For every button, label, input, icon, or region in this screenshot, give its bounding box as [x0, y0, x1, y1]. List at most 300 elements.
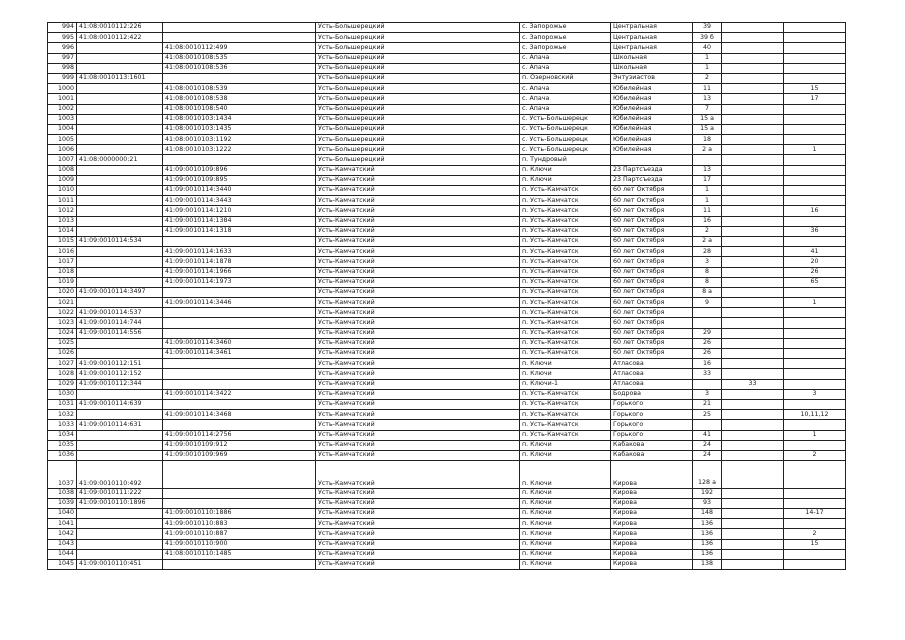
building-cell [722, 498, 784, 508]
row-number-cell: 999 [48, 73, 77, 83]
district-cell: Усть-Большерецкий [316, 33, 520, 43]
row-number-cell: 1000 [48, 84, 77, 94]
row-number-cell: 1005 [48, 135, 77, 145]
cadastral-number-cell [77, 267, 163, 277]
settlement-cell: п. Ключи [520, 549, 611, 559]
settlement-cell: с. Апача [520, 53, 611, 63]
building-cell [722, 63, 784, 73]
apartment-cell [784, 236, 846, 246]
house-cell: 9 [693, 298, 722, 308]
table-row [48, 298, 846, 308]
settlement-cell: п. Усть-Камчатск [520, 430, 611, 440]
cadastral-number-alt-cell [163, 488, 316, 498]
street-cell: Кирова [611, 529, 693, 539]
street-cell: Юбилейная [611, 114, 693, 124]
cadastral-number-cell [77, 349, 163, 359]
house-cell: 136 [693, 519, 722, 529]
house-cell: 26 [693, 349, 722, 359]
table-row [48, 135, 846, 145]
apartment-cell: 2 [784, 450, 846, 460]
district-cell: Усть-Камчатский [316, 165, 520, 175]
district-cell: Усть-Камчатский [316, 420, 520, 430]
street-cell: Кирова [611, 559, 693, 569]
row-number-cell: 1010 [48, 186, 77, 196]
cadastral-number-cell: 41:09:0010114:631 [77, 420, 163, 430]
building-cell [722, 338, 784, 348]
cadastral-number-alt-cell [163, 399, 316, 409]
apartment-cell: 26 [784, 267, 846, 277]
cadastral-number-cell: 41:09:0010114:556 [77, 328, 163, 338]
settlement-cell: п. Ключи [520, 488, 611, 498]
apartment-cell: 65 [784, 277, 846, 287]
building-cell [722, 124, 784, 134]
building-cell [722, 559, 784, 569]
table-row [48, 399, 846, 409]
house-cell: 136 [693, 529, 722, 539]
cadastral-number-alt-cell: 41:09:0010114:1633 [163, 247, 316, 257]
street-cell: 60 лет Октября [611, 257, 693, 267]
house-cell: 128 а [693, 461, 722, 489]
table-row [48, 23, 846, 33]
street-cell: 60 лет Октября [611, 318, 693, 328]
cadastral-number-alt-cell [163, 236, 316, 246]
cadastral-number-cell: 41:09:0010112:152 [77, 369, 163, 379]
cadastral-number-alt-cell [163, 318, 316, 328]
table-row [48, 53, 846, 63]
building-cell [722, 349, 784, 359]
cadastral-number-cell [77, 450, 163, 460]
street-cell: 60 лет Октября [611, 226, 693, 236]
house-cell: 25 [693, 410, 722, 420]
cadastral-number-cell [77, 53, 163, 63]
district-cell: Усть-Камчатский [316, 359, 520, 369]
row-number-cell: 1017 [48, 257, 77, 267]
house-cell: 192 [693, 488, 722, 498]
cadastral-number-cell [77, 114, 163, 124]
district-cell: Усть-Камчатский [316, 226, 520, 236]
street-cell: Кирова [611, 539, 693, 549]
street-cell: Горького [611, 399, 693, 409]
row-number-cell: 1007 [48, 155, 77, 165]
row-number-cell: 1033 [48, 420, 77, 430]
cadastral-number-cell: 41:09:0010112:344 [77, 379, 163, 389]
apartment-cell: 1 [784, 145, 846, 155]
building-cell [722, 539, 784, 549]
table-row [48, 338, 846, 348]
building-cell [722, 389, 784, 399]
building-cell [722, 114, 784, 124]
row-number-cell: 1026 [48, 349, 77, 359]
settlement-cell: с. Апача [520, 63, 611, 73]
street-cell: Кирова [611, 519, 693, 529]
cadastral-number-cell [77, 440, 163, 450]
apartment-cell: 15 [784, 84, 846, 94]
cadastral-number-cell [77, 226, 163, 236]
house-cell: 8 а [693, 287, 722, 297]
district-cell: Усть-Камчатский [316, 519, 520, 529]
cadastral-number-cell: 41:09:0010114:534 [77, 236, 163, 246]
district-cell: Усть-Камчатский [316, 308, 520, 318]
cadastral-number-cell [77, 175, 163, 185]
district-cell: Усть-Камчатский [316, 206, 520, 216]
apartment-cell [784, 165, 846, 175]
house-cell: 11 [693, 84, 722, 94]
settlement-cell: п. Ключи [520, 450, 611, 460]
row-number-cell: 1038 [48, 488, 77, 498]
cadastral-number-alt-cell: 41:09:0010114:3468 [163, 410, 316, 420]
building-cell [722, 461, 784, 489]
cadastral-number-alt-cell: 41:09:0010110:1886 [163, 509, 316, 519]
table-row [48, 226, 846, 236]
cadastral-number-alt-cell [163, 23, 316, 33]
building-cell [722, 430, 784, 440]
row-number-cell: 1023 [48, 318, 77, 328]
street-cell: Энтузиастов [611, 73, 693, 83]
table-row [48, 206, 846, 216]
settlement-cell: п. Ключи [520, 461, 611, 489]
table-row [48, 308, 846, 318]
property-register-table [47, 22, 846, 570]
table-row [48, 73, 846, 83]
table-row [48, 529, 846, 539]
settlement-cell: п. Ключи [520, 519, 611, 529]
settlement-cell: с. Апача [520, 104, 611, 114]
building-cell [722, 84, 784, 94]
settlement-cell: п. Ключи [520, 359, 611, 369]
row-number-cell: 1019 [48, 277, 77, 287]
district-cell: Усть-Камчатский [316, 399, 520, 409]
building-cell [722, 73, 784, 83]
cadastral-number-alt-cell [163, 73, 316, 83]
street-cell: Центральная [611, 33, 693, 43]
district-cell: Усть-Камчатский [316, 186, 520, 196]
row-number-cell: 1008 [48, 165, 77, 175]
cadastral-number-cell [77, 247, 163, 257]
row-number-cell: 1040 [48, 509, 77, 519]
building-cell [722, 549, 784, 559]
district-cell: Усть-Камчатский [316, 247, 520, 257]
cadastral-number-cell [77, 529, 163, 539]
house-cell: 33 [693, 369, 722, 379]
district-cell: Усть-Камчатский [316, 175, 520, 185]
cadastral-number-cell: 41:08:0000000:21 [77, 155, 163, 165]
apartment-cell [784, 399, 846, 409]
apartment-cell [784, 359, 846, 369]
house-cell: 2 а [693, 236, 722, 246]
cadastral-number-alt-cell: 41:09:0010114:1384 [163, 216, 316, 226]
settlement-cell: п. Усть-Камчатск [520, 298, 611, 308]
district-cell: Усть-Камчатский [316, 559, 520, 569]
settlement-cell: с. Запорожье [520, 43, 611, 53]
cadastral-number-alt-cell [163, 155, 316, 165]
district-cell: Усть-Камчатский [316, 539, 520, 549]
cadastral-number-alt-cell: 41:08:0010108:535 [163, 53, 316, 63]
apartment-cell: 17 [784, 94, 846, 104]
settlement-cell: с. Усть-Большерецк [520, 124, 611, 134]
street-cell: 60 лет Октября [611, 287, 693, 297]
cadastral-number-cell [77, 410, 163, 420]
row-number-cell: 1009 [48, 175, 77, 185]
district-cell: Усть-Большерецкий [316, 124, 520, 134]
district-cell: Усть-Камчатский [316, 498, 520, 508]
cadastral-number-alt-cell: 41:08:0010103:1192 [163, 135, 316, 145]
cadastral-number-cell [77, 519, 163, 529]
apartment-cell [784, 488, 846, 498]
settlement-cell: п. Усть-Камчатск [520, 389, 611, 399]
cadastral-number-alt-cell: 41:09:0010109:896 [163, 165, 316, 175]
table-row [48, 328, 846, 338]
district-cell: Усть-Камчатский [316, 430, 520, 440]
street-cell: 23 Партсъезда [611, 175, 693, 185]
cadastral-number-cell: 41:09:0010114:744 [77, 318, 163, 328]
table-row [48, 559, 846, 569]
house-cell: 136 [693, 549, 722, 559]
table-row [48, 430, 846, 440]
house-cell: 39 б [693, 33, 722, 43]
district-cell: Усть-Камчатский [316, 549, 520, 559]
settlement-cell: с. Запорожье [520, 23, 611, 33]
cadastral-number-cell [77, 63, 163, 73]
row-number-cell: 1035 [48, 440, 77, 450]
building-cell [722, 257, 784, 267]
cadastral-number-alt-cell: 41:09:0010114:3440 [163, 186, 316, 196]
row-number-cell: 1001 [48, 94, 77, 104]
row-number-cell: 1012 [48, 206, 77, 216]
district-cell: Усть-Камчатский [316, 318, 520, 328]
settlement-cell: п. Усть-Камчатск [520, 277, 611, 287]
row-number-cell: 1014 [48, 226, 77, 236]
row-number-cell: 1030 [48, 389, 77, 399]
cadastral-number-alt-cell: 41:09:0010109:895 [163, 175, 316, 185]
building-cell [722, 104, 784, 114]
house-cell: 1 [693, 196, 722, 206]
cadastral-number-alt-cell [163, 359, 316, 369]
cadastral-number-alt-cell: 41:08:0010108:540 [163, 104, 316, 114]
apartment-cell [784, 308, 846, 318]
house-cell: 13 [693, 94, 722, 104]
street-cell: 60 лет Октября [611, 196, 693, 206]
house-cell [693, 155, 722, 165]
settlement-cell: п. Тундровый [520, 155, 611, 165]
district-cell: Усть-Камчатский [316, 267, 520, 277]
building-cell [722, 450, 784, 460]
apartment-cell: 1 [784, 298, 846, 308]
street-cell: 60 лет Октября [611, 216, 693, 226]
district-cell: Усть-Камчатский [316, 257, 520, 267]
apartment-cell [784, 328, 846, 338]
cadastral-number-cell [77, 43, 163, 53]
building-cell [722, 369, 784, 379]
settlement-cell: п. Усть-Камчатск [520, 247, 611, 257]
cadastral-number-cell [77, 84, 163, 94]
house-cell: 2 а [693, 145, 722, 155]
settlement-cell: с. Усть-Большерецк [520, 145, 611, 155]
apartment-cell: 20 [784, 257, 846, 267]
settlement-cell: п. Озерновский [520, 73, 611, 83]
street-cell: 23 Партсъезда [611, 165, 693, 175]
settlement-cell: п. Ключи [520, 539, 611, 549]
building-cell [722, 509, 784, 519]
house-cell: 17 [693, 175, 722, 185]
street-cell: Юбилейная [611, 145, 693, 155]
building-cell [722, 165, 784, 175]
street-cell: 60 лет Октября [611, 247, 693, 257]
street-cell: Юбилейная [611, 84, 693, 94]
cadastral-number-cell: 41:09:0010110:492 [77, 461, 163, 489]
cadastral-number-alt-cell [163, 33, 316, 43]
house-cell: 8 [693, 267, 722, 277]
table-row [48, 94, 846, 104]
table-row [48, 420, 846, 430]
house-cell: 16 [693, 216, 722, 226]
settlement-cell: п. Усть-Камчатск [520, 349, 611, 359]
row-number-cell: 1043 [48, 539, 77, 549]
cadastral-number-cell: 41:09:0010114:639 [77, 399, 163, 409]
building-cell [722, 236, 784, 246]
settlement-cell: с. Апача [520, 94, 611, 104]
table-row [48, 318, 846, 328]
cadastral-number-cell [77, 509, 163, 519]
table-row [48, 277, 846, 287]
cadastral-number-alt-cell: 41:09:0010114:1973 [163, 277, 316, 287]
row-number-cell: 1041 [48, 519, 77, 529]
cadastral-number-cell: 41:08:0010112:422 [77, 33, 163, 43]
district-cell: Усть-Камчатский [316, 440, 520, 450]
apartment-cell [784, 420, 846, 430]
street-cell: Атласова [611, 369, 693, 379]
row-number-cell: 1013 [48, 216, 77, 226]
settlement-cell: п. Усть-Камчатск [520, 410, 611, 420]
table-row [48, 186, 846, 196]
building-cell [722, 298, 784, 308]
house-cell: 15 а [693, 124, 722, 134]
settlement-cell: п. Усть-Камчатск [520, 420, 611, 430]
cadastral-number-alt-cell [163, 559, 316, 569]
settlement-cell: с. Запорожье [520, 33, 611, 43]
apartment-cell [784, 33, 846, 43]
cadastral-number-alt-cell: 41:09:0010109:969 [163, 450, 316, 460]
cadastral-number-alt-cell: 41:08:0010112:499 [163, 43, 316, 53]
settlement-cell: п. Ключи [520, 509, 611, 519]
table-row [48, 216, 846, 226]
street-cell: Центральная [611, 43, 693, 53]
cadastral-number-cell: 41:08:0010112:226 [77, 23, 163, 33]
street-cell: Кирова [611, 509, 693, 519]
row-number-cell: 1020 [48, 287, 77, 297]
row-number-cell: 1044 [48, 549, 77, 559]
street-cell: Юбилейная [611, 124, 693, 134]
street-cell: Школьная [611, 53, 693, 63]
cadastral-number-cell: 41:08:0010113:1601 [77, 73, 163, 83]
cadastral-number-alt-cell: 41:08:0010103:1222 [163, 145, 316, 155]
district-cell: Усть-Большерецкий [316, 155, 520, 165]
building-cell [722, 318, 784, 328]
row-number-cell: 1003 [48, 114, 77, 124]
cadastral-number-cell [77, 206, 163, 216]
house-cell: 2 [693, 73, 722, 83]
cadastral-number-alt-cell: 41:09:0010114:1878 [163, 257, 316, 267]
row-number-cell: 997 [48, 53, 77, 63]
settlement-cell: п. Усть-Камчатск [520, 308, 611, 318]
district-cell: Усть-Камчатский [316, 277, 520, 287]
building-cell [722, 267, 784, 277]
settlement-cell: с. Усть-Большерецк [520, 135, 611, 145]
street-cell: Кирова [611, 461, 693, 489]
table-row [48, 196, 846, 206]
settlement-cell: п. Усть-Камчатск [520, 328, 611, 338]
cadastral-number-alt-cell: 41:09:0010114:3446 [163, 298, 316, 308]
apartment-cell [784, 23, 846, 33]
house-cell: 18 [693, 135, 722, 145]
table-row [48, 257, 846, 267]
cadastral-number-alt-cell [163, 420, 316, 430]
apartment-cell [784, 369, 846, 379]
cadastral-number-cell: 41:09:0010114:537 [77, 308, 163, 318]
apartment-cell [784, 349, 846, 359]
table-row [48, 450, 846, 460]
table-row [48, 155, 846, 165]
settlement-cell: п. Ключи [520, 529, 611, 539]
house-cell: 41 [693, 430, 722, 440]
cadastral-number-alt-cell: 41:09:0010114:3422 [163, 389, 316, 399]
district-cell: Усть-Камчатский [316, 216, 520, 226]
apartment-cell [784, 440, 846, 450]
cadastral-number-alt-cell: 41:08:0010108:536 [163, 63, 316, 73]
street-cell: 60 лет Октября [611, 236, 693, 246]
cadastral-number-alt-cell: 41:09:0010114:1210 [163, 206, 316, 216]
table-row [48, 104, 846, 114]
apartment-cell [784, 559, 846, 569]
table-row [48, 236, 846, 246]
row-number-cell: 1034 [48, 430, 77, 440]
street-cell: Кирова [611, 498, 693, 508]
building-cell [722, 175, 784, 185]
apartment-cell [784, 338, 846, 348]
apartment-cell: 14-17 [784, 509, 846, 519]
district-cell: Усть-Большерецкий [316, 145, 520, 155]
apartment-cell [784, 216, 846, 226]
building-cell: 33 [722, 379, 784, 389]
settlement-cell: п. Усть-Камчатск [520, 287, 611, 297]
table-row [48, 488, 846, 498]
apartment-cell [784, 135, 846, 145]
cadastral-number-cell [77, 135, 163, 145]
settlement-cell: с. Апача [520, 84, 611, 94]
row-number-cell: 1015 [48, 236, 77, 246]
apartment-cell [784, 53, 846, 63]
row-number-cell: 1032 [48, 410, 77, 420]
district-cell: Усть-Большерецкий [316, 73, 520, 83]
settlement-cell: п. Усть-Камчатск [520, 226, 611, 236]
apartment-cell [784, 114, 846, 124]
building-cell [722, 33, 784, 43]
settlement-cell: п. Ключи [520, 440, 611, 450]
house-cell: 7 [693, 104, 722, 114]
table-row [48, 461, 846, 489]
district-cell: Усть-Большерецкий [316, 53, 520, 63]
row-number-cell: 1024 [48, 328, 77, 338]
street-cell: 60 лет Октября [611, 328, 693, 338]
settlement-cell: п. Усть-Камчатск [520, 267, 611, 277]
table-row [48, 389, 846, 399]
table-row [48, 165, 846, 175]
building-cell [722, 440, 784, 450]
building-cell [722, 247, 784, 257]
cadastral-number-cell: 41:09:0010110:451 [77, 559, 163, 569]
district-cell: Усть-Камчатский [316, 461, 520, 489]
house-cell: 2 [693, 226, 722, 236]
row-number-cell: 998 [48, 63, 77, 73]
